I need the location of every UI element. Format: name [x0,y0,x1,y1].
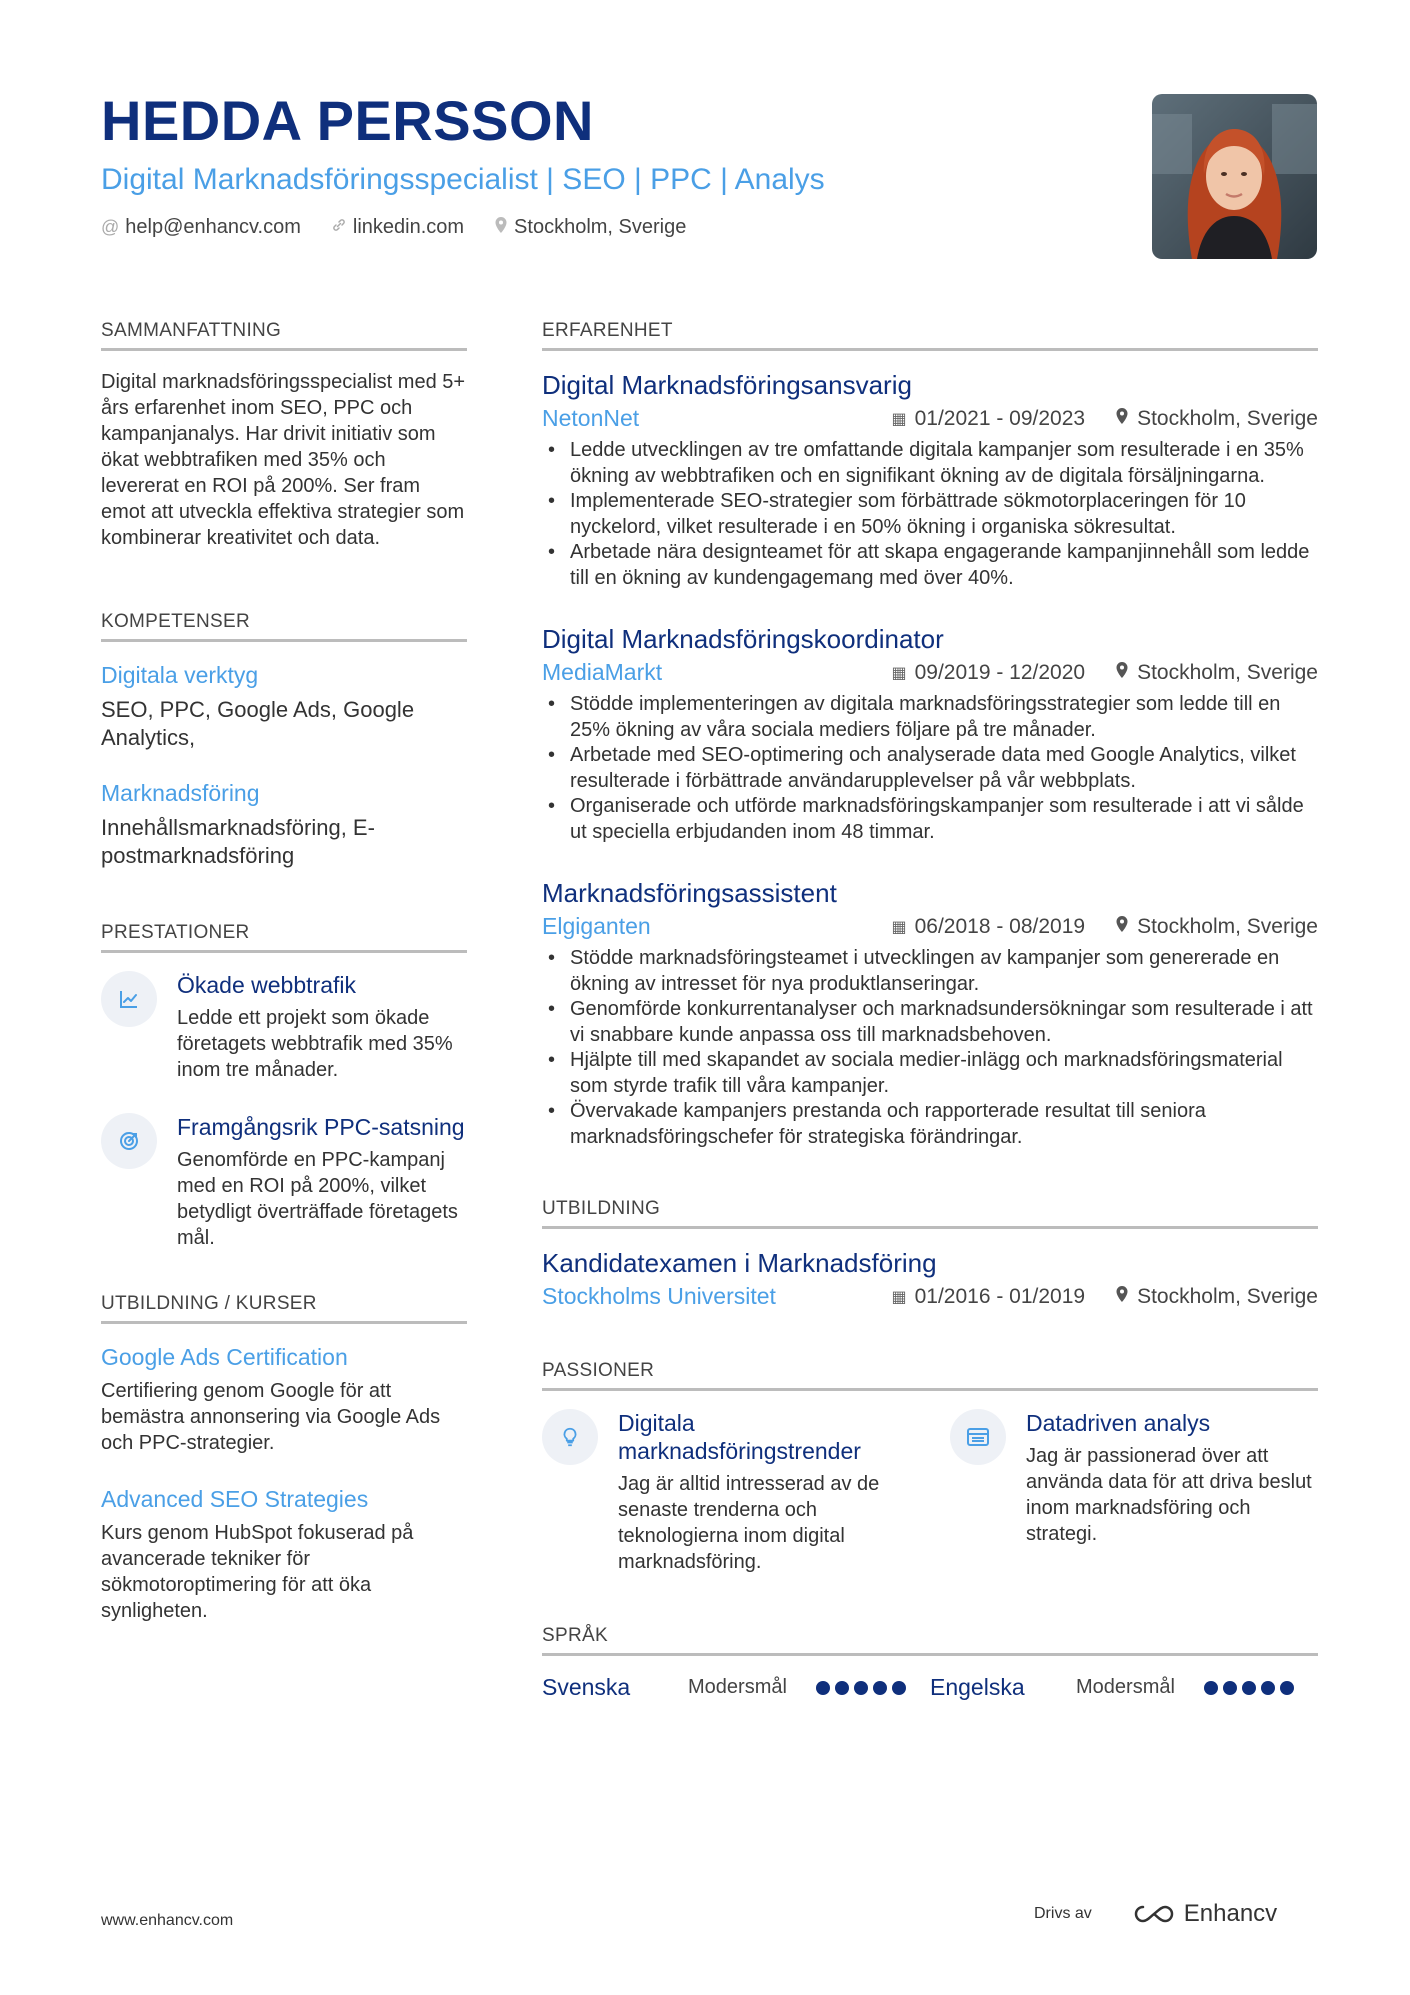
course-desc: Certifiering genom Google för att bemästra annonsering via Google Ads och PPC-strategier. [101,1380,441,1454]
achievements-section [101,922,467,1251]
skill-group [101,778,467,870]
job-bullet: • Implementerade SEO-strategier som förbättrade sökmotorplaceringen för 10 nyckelord, vilket resulterade i en 50% ökning i organiska sökresultat. [542,489,1318,540]
job-entry [542,877,1318,1150]
language-name: Svenska [542,1674,631,1700]
degree-title: Kandidatexamen i Marknadsföring [542,1248,937,1278]
languages-heading: SPRÅK [542,1625,1318,1656]
job-title: Marknadsföringsassistent [542,878,837,908]
language-item [542,1674,930,1701]
job-bullet: • Stödde marknadsföringsteamet i utvecklingen av kampanjer som genererade en ökning av intresset för nya produktlanseringar. [542,946,1318,997]
job-title: Digital Marknadsföringsansvarig [542,370,912,400]
job-dates: 09/2019 - 12/2020 [914,660,1086,684]
summary-section [101,320,467,551]
trend-chart-icon [101,971,157,1027]
job-company: MediaMarkt [542,659,663,685]
calendar-icon: ▦ [891,664,907,682]
language-rating [1204,1681,1294,1695]
language-level: Modersmål [688,1676,787,1698]
job-dates: 06/2018 - 08/2019 [914,914,1086,938]
skill-group-title: Marknadsföring [101,780,260,806]
course-title: Advanced SEO Strategies [101,1486,369,1512]
job-meta [542,913,1318,940]
rating-dot [1242,1681,1256,1695]
rating-dot [1223,1681,1237,1695]
skill-group-title: Digitala verktyg [101,662,259,688]
powered-by-text: Drivs av [1034,1905,1092,1922]
contact-bar [101,216,1151,239]
skill-group [101,660,467,752]
school-name: Stockholms Universitet [542,1283,776,1309]
achievement-desc: Genomförde en PPC-kampanj med en ROI på 200%, vilket betydligt överträffade företagets mål. [177,1149,458,1249]
contact-linkedin[interactable] [331,216,464,239]
summary-heading: SAMMANFATTNING [101,320,467,351]
left-column [101,320,467,1684]
education-meta [542,1283,1318,1310]
infinity-icon [1132,1903,1176,1925]
calendar-icon: ▦ [891,410,907,428]
profile-photo [1152,94,1317,259]
education-heading: UTBILDNING [542,1198,1318,1229]
location-pin-icon [1115,915,1129,938]
target-icon [101,1113,157,1169]
education-location: Stockholm, Sverige [1137,1284,1318,1308]
job-bullet: • Hjälpte till med skapandet av sociala medier-inlägg och marknadsföringsmaterial som styrde trafik till våra kampanjer. [542,1048,1318,1099]
course-item [101,1484,467,1624]
linkedin-text: linkedin.com [352,216,465,238]
calendar-icon: ▦ [891,918,907,936]
enhancv-logo[interactable] [1132,1900,1277,1928]
link-icon [331,217,347,238]
job-bullet: • Arbetade med SEO-optimering och analyserade data med Google Analytics, vilket resulterade i förbättrade användarupplevelser på vår webbplats. [542,743,1318,794]
job-dates: 01/2021 - 09/2023 [914,406,1086,430]
passions-section [542,1360,1318,1575]
email-text: help@enhancv.com [125,216,301,238]
passion-desc: Jag är alltid intresserad av de senaste trenderna och teknologierna inom digital marknadsföring. [618,1473,880,1573]
rating-dot [873,1681,887,1695]
skill-group-items: Innehållsmarknadsföring, E-postmarknadsföring [101,815,375,868]
location-text: Stockholm, Sverige [514,216,687,238]
rating-dot [1261,1681,1275,1695]
at-icon: @ [101,217,120,237]
calendar-icon: ▦ [891,1288,907,1306]
languages-section [542,1625,1318,1701]
courses-section [101,1293,467,1624]
job-location: Stockholm, Sverige [1137,406,1318,430]
rating-dot [816,1681,830,1695]
job-bullets [542,946,1318,1150]
job-bullet: • Organiserade och utförde marknadsföringskampanjer som resulterade i att vi sålde ut speciella erbjudanden inom 48 timmar. [542,794,1318,845]
rating-dot [1204,1681,1218,1695]
location-pin-icon [1115,661,1129,684]
skills-heading: KOMPETENSER [101,611,467,642]
language-name: Engelska [930,1674,1025,1700]
job-bullets [542,692,1318,845]
footer-branding [1034,1900,1277,1928]
passion-title: Datadriven analys [1026,1410,1211,1436]
achievements-heading: PRESTATIONER [101,922,467,953]
job-title: Digital Marknadsföringskoordinator [542,624,944,654]
skills-section [101,611,467,870]
job-meta [542,405,1318,432]
course-item [101,1342,467,1456]
resume-header [101,88,1151,239]
right-column [542,320,1318,1761]
achievement-item [101,971,467,1083]
job-bullet: • Övervakade kampanjers prestanda och rapporterade resultat till seniora marknadsföringschefer för strategiska förändringar. [542,1099,1318,1150]
language-level: Modersmål [1076,1676,1175,1698]
lightbulb-icon [542,1409,598,1465]
passion-desc: Jag är passionerad över att använda data för att driva beslut inom marknadsföring och strategi. [1026,1445,1312,1545]
achievement-title: Ökade webbtrafik [177,972,356,998]
contact-email[interactable] [101,216,301,239]
job-entry [542,623,1318,845]
footer-website[interactable]: www.enhancv.com [101,1912,234,1929]
summary-text: Digital marknadsföringsspecialist med 5+ års erfarenhet inom SEO, PPC och kampanjanalys. Har drivit initiativ som ökat webbtrafiken med 35% och levererat en ROI på 200%. Ser fram emot att utveckla effektiva strategier som kombinerar kreativitet och data. [101,371,466,549]
job-bullet: • Arbetade nära designteamet för att skapa engagerande kampanjinnehåll som ledde till en ökning av kundengagemang med över 40%. [542,540,1318,591]
data-list-icon [950,1409,1006,1465]
job-bullets [542,438,1318,591]
location-pin-icon [1115,407,1129,430]
passions-heading: PASSIONER [542,1360,1318,1391]
experience-heading: ERFARENHET [542,320,1318,351]
job-meta [542,659,1318,686]
brand-name: Enhancv [1183,1900,1278,1927]
course-desc: Kurs genom HubSpot fokuserad på avancerade tekniker för sökmotoroptimering för att öka synligheten. [101,1522,414,1622]
course-title: Google Ads Certification [101,1344,348,1370]
language-item [930,1674,1318,1701]
passion-title: Digitala marknadsföringstrender [618,1410,861,1464]
job-location: Stockholm, Sverige [1137,914,1318,938]
achievement-item [101,1113,467,1251]
job-bullet: • Ledde utvecklingen av tre omfattande digitala kampanjer som resulterade i en 35% ökning av webbtrafiken och en signifikant ökning av de digitala försäljningarna. [542,438,1318,489]
rating-dot [892,1681,906,1695]
achievement-title: Framgångsrik PPC-satsning [177,1114,465,1140]
job-company: Elgiganten [542,913,651,939]
job-bullet: • Stödde implementeringen av digitala marknadsföringsstrategier som ledde till en 25% ökning av våra sociala mediers följare på tre månader. [542,692,1318,743]
location-pin-icon [494,216,508,239]
job-bullet: • Genomförde konkurrentanalyser och marknadsundersökningar som resulterade i att vi snabbare kunde anpassa oss till marknadsbehoven. [542,997,1318,1048]
education-section [542,1198,1318,1310]
courses-heading: UTBILDNING / KURSER [101,1293,467,1324]
passion-item [950,1409,1318,1575]
candidate-name: HEDDA PERSSON [101,89,594,152]
language-rating [816,1681,906,1695]
rating-dot [1280,1681,1294,1695]
job-company: NetonNet [542,405,640,431]
education-dates: 01/2016 - 01/2019 [914,1284,1086,1308]
achievement-desc: Ledde ett projekt som ökade företagets webbtrafik med 35% inom tre månader. [177,1007,453,1081]
experience-section [542,320,1318,1150]
passion-item [542,1409,910,1575]
contact-location [494,216,686,239]
candidate-title: Digital Marknadsföringsspecialist | SEO | PPC | Analys [101,163,825,196]
skill-group-items: SEO, PPC, Google Ads, Google Analytics, [101,697,415,750]
job-entry [542,369,1318,591]
rating-dot [854,1681,868,1695]
job-location: Stockholm, Sverige [1137,660,1318,684]
rating-dot [835,1681,849,1695]
location-pin-icon [1115,1285,1129,1308]
